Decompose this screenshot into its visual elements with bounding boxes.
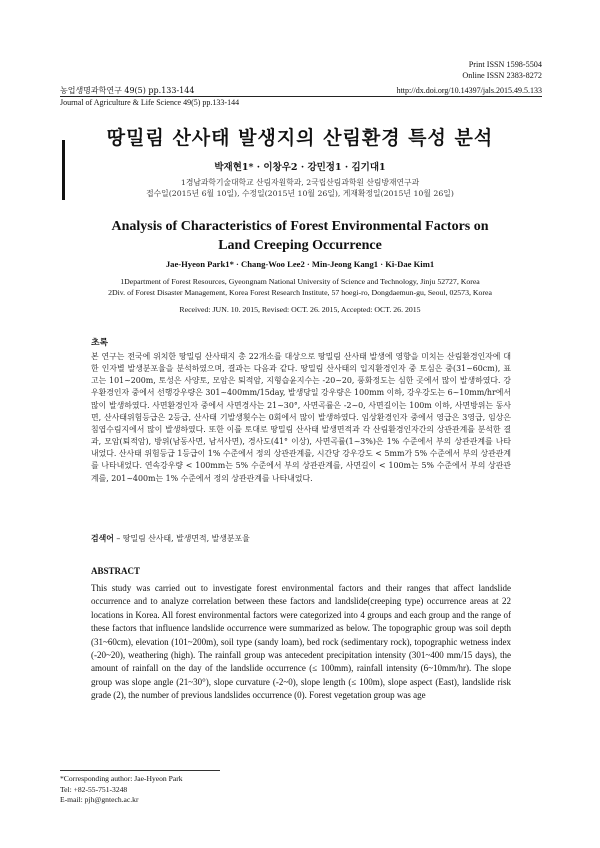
korean-abstract-body: 본 연구는 전국에 위치한 땅밀림 산사태지 총 22개소를 대상으로 땅밀림 산사태 발생에 영향을 미치는 산림환경인자에 대한 인자별 발생분포율을 분석하였으며, 결과는 다음과 같다. 땅밀림 산사태의 입지환경인자 중 토심은 중(31~60cm), 표고는 101~200m, 토성은 사양토, 모암은 퇴적암, 지형습윤지수는 -20~20, 풍화정도는 심한 곳에서 많이 발생하였다. 강우환경인자 중에서 선행강우량은 301~400mm/15day, 발생당일 강우량은 100mm 이하, 강우강도는 6~10mm/hr에서 많이 발생하였다. 사면환경인자 중에서 사면경사는 21~30°, 사면곡률은 -2~0, 사면길이는 100m 이하, 사면방위는 동사면, 산사태위험등급은 2등급, 산사태 기발생횟수는 0회에서 많이 발생하였다. 임상환경인자 중에서 영급은 3영급, 임상은 침엽수림지에서 많이 발생하였다. 또한 이를 토대로 땅밀림 산사태 발생면적과 각 산림환경인자간의 상관관계를 분석한 결과, 모암(퇴적암), 방위(남동사면, 남서사면), 경사도(41° 이상), 사면곡률(1~3%)은 1% 수준에서 부의 상관관계를 나타내었다. 산사태 위험등급 1등급이 1% 수준에서 정의 상관관계를, 시간당 강우강도 < 5mm가 5% 수준에서 부의 상관관계를 나타내었다. 연속강우량 < 100mm는 5% 수준에서 부의 상관관계를, 사면길이 < 100m는 5% 수준에서 부의 상관관계를, 201~400m는 1% 수준에서 정의 상관관계를 나타내었다. xyxy=(91,352,511,483)
journal-eng: Journal of Agriculture & Life Science 49(5) pp.133-144 xyxy=(60,98,240,107)
korean-authors: 박재현1* · 이창우2 · 강민정1 · 김기대1 xyxy=(214,162,386,173)
footnote-divider xyxy=(60,770,220,771)
korean-affiliation: 1경남과학기술대학교 산림자원학과, 2국립산림과학원 산림방재연구과 xyxy=(180,178,420,187)
corresponding-author: *Corresponding author: Jae-Hyeon Park xyxy=(60,774,183,783)
english-title-line1: Analysis of Characteristics of Forest Environmental Factors on xyxy=(111,219,489,234)
english-authors: Jae-Hyeon Park1* · Chang-Woo Lee2 · Min-Jeong Kang1 · Ki-Dae Kim1 xyxy=(165,259,435,269)
english-title xyxy=(60,217,540,255)
korean-dates: 접수일(2015년 6월 10일), 수정일(2015년 10월 26일), 게재확정일(2015년 10월 26일) xyxy=(146,189,454,198)
received-dates: Received: JUN. 10. 2015, Revised: OCT. 26. 2015, Accepted: OCT. 26. 2015 xyxy=(179,305,421,314)
keywords-label: 검색어 xyxy=(91,534,114,543)
english-abstract-heading: ABSTRACT xyxy=(91,566,141,576)
email[interactable]: E-mail: pjh@gntech.ac.kr xyxy=(60,795,139,804)
korean-affiliations xyxy=(60,177,540,199)
footnote xyxy=(60,774,183,806)
korean-title: 땅밀림 산사태 발생지의 산림환경 특성 분석 xyxy=(106,127,494,149)
print-issn: Print ISSN 1598-5504 xyxy=(468,60,542,69)
english-abstract-body: This study was carried out to investigate forest environmental factors and their ranges that affect landslide occurrence and to analyze correlation between these factors and landslide(creeping type) occurrence areas at 22 locations in Korea. All forest environmental factors were categorized into 4 groups and each group and the range of these factors that influence landslide occurrence were summarized as below. The topographic group was soil depth (31~60cm), elevation (101~200m), soil type (sandy loam), bed rock (sedimentary rock), topographic wetness index (-20~20), weathering (high). The rainfall group was antecedent precipitation intensity (301~400 mm/15 days), the amount of rainfall on the day of the landslide occurrence (≤ 100mm), rainfall intensity (6~10mm/hr). The slope group was slope angle (21~30°), slope curvature (-2~0), slope length (≤ 100m), slope aspect (East), landslide risk grade (2), the number of previous landslides occurrence (0). Forest vegetation group was age xyxy=(91,583,511,701)
english-title-line2: Land Creeping Occurrence xyxy=(218,238,382,253)
telephone: Tel: +82-55-751-3248 xyxy=(60,784,128,794)
english-affiliation-1: 1Department of Forest Resources, Gyeongnam National University of Science and Technology, Jinju 52727, Korea xyxy=(120,277,480,286)
header-divider xyxy=(60,96,542,97)
keywords-text: – 땅밀림 산사태, 발생면적, 발생분포율 xyxy=(113,534,250,543)
korean-abstract-heading: 초록 xyxy=(91,338,108,348)
online-issn: Online ISSN 2383-8272 xyxy=(462,70,542,80)
english-affiliation-2: 2Div. of Forest Disaster Management, Korea Forest Research Institute, 57 hoegi-ro, Dongdaemun-gu, Seoul, 02573, Korea xyxy=(108,287,492,297)
doi-link[interactable]: http://dx.doi.org/10.14397/jals.2015.49.5.133 xyxy=(396,86,542,95)
journal-kor: 농업생명과학연구 49(5) pp.133-144 xyxy=(60,86,195,95)
keywords xyxy=(91,533,250,544)
english-affiliations xyxy=(60,277,540,298)
issn-block xyxy=(462,60,542,81)
